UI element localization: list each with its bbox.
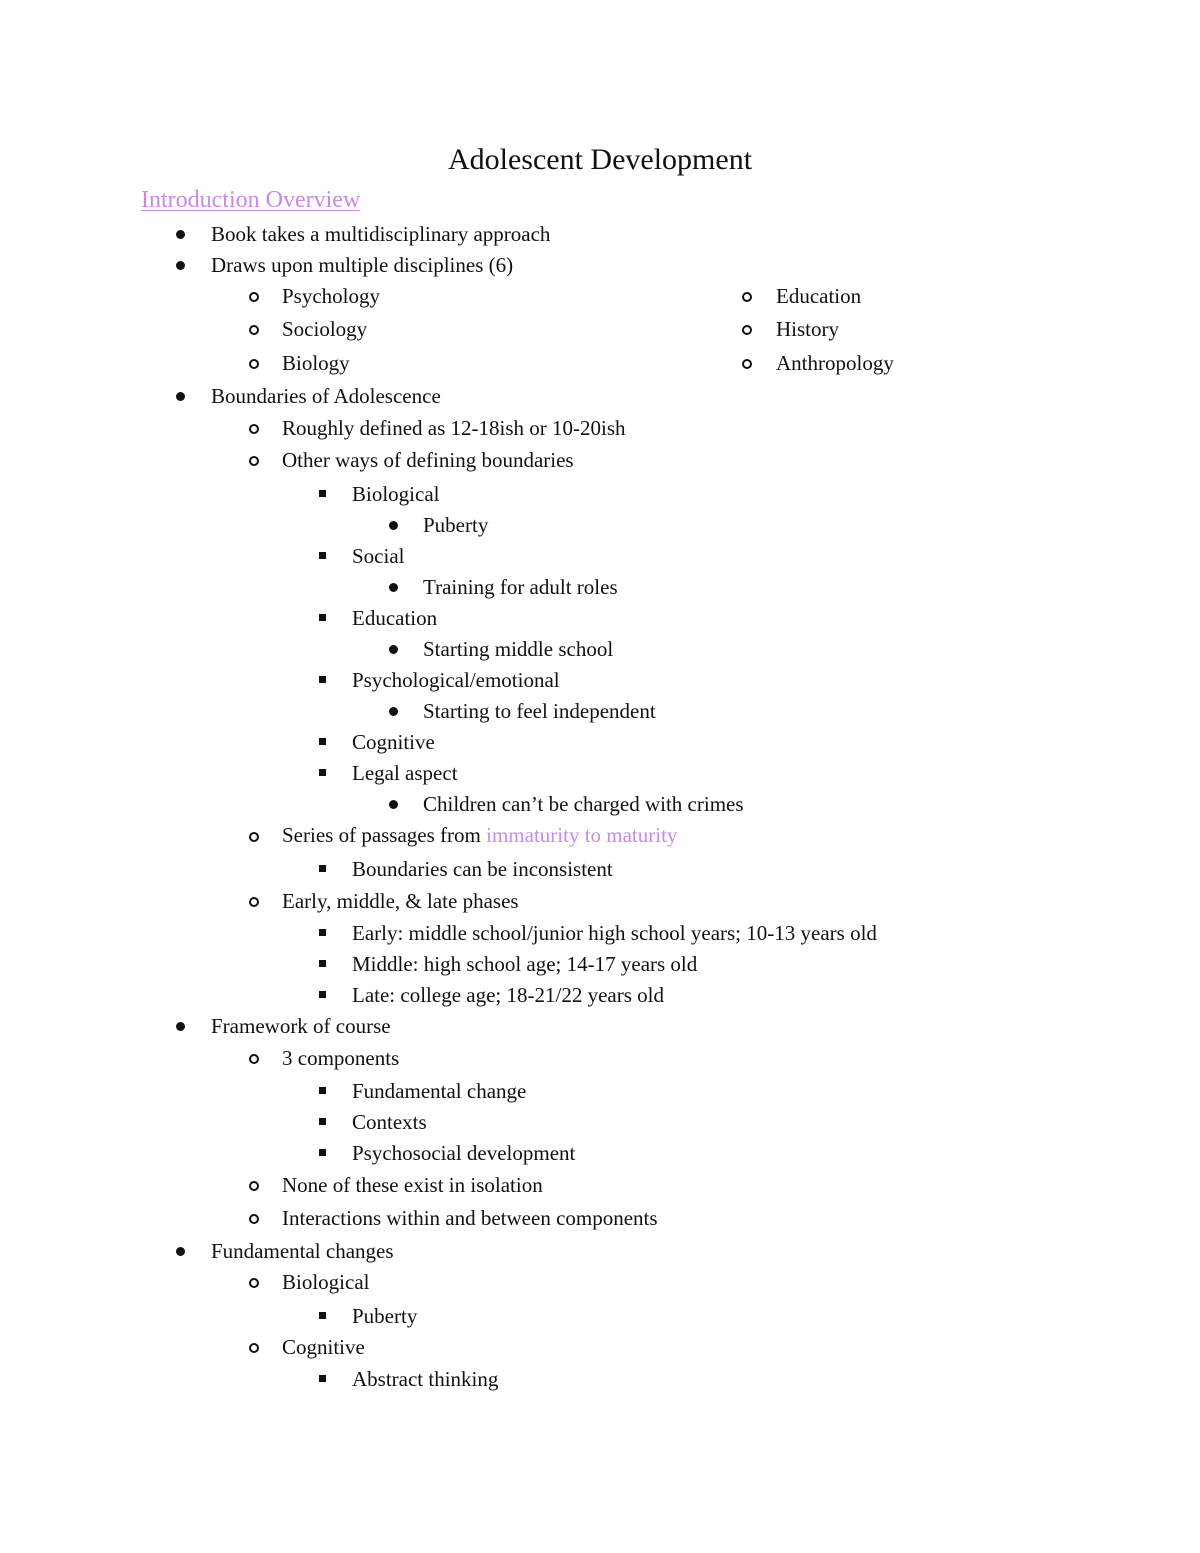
list-item: History: [776, 317, 839, 341]
bullet-circle: [742, 325, 752, 335]
bullet-disc: [389, 521, 398, 530]
bullet-square: [319, 1149, 326, 1156]
list-item: Children can’t be charged with crimes: [423, 792, 744, 816]
bullet-disc: [176, 261, 185, 270]
bullet-circle: [249, 325, 259, 335]
list-item: Anthropology: [776, 351, 894, 375]
list-item: Social: [352, 544, 405, 568]
bullet-square: [319, 1087, 326, 1094]
highlighted-text: immaturity to maturity: [486, 823, 678, 847]
list-item: Education: [352, 606, 438, 630]
list-item-text: Series of passages from: [282, 823, 487, 847]
section-heading: Introduction Overview: [141, 187, 361, 213]
bullet-square: [319, 490, 326, 497]
bullet-square: [319, 1375, 326, 1382]
bullet-circle: [249, 456, 259, 466]
bullet-square: [319, 614, 326, 621]
bullet-disc: [389, 707, 398, 716]
list-item: Middle: high school age; 14-17 years old: [352, 952, 698, 976]
list-item: Sociology: [282, 317, 368, 341]
list-item: Draws upon multiple disciplines (6): [211, 253, 514, 277]
list-item: Early: middle school/junior high school years; 10-13 years old: [352, 921, 877, 945]
list-item: Roughly defined as 12-18ish or 10-20ish: [282, 416, 626, 440]
list-item: Other ways of defining boundaries: [282, 448, 574, 472]
bullet-circle: [249, 897, 259, 907]
list-item: Puberty: [423, 513, 489, 537]
bullet-circle: [742, 292, 752, 302]
bullet-disc: [389, 583, 398, 592]
bullet-circle: [249, 424, 259, 434]
list-item: Education: [776, 284, 862, 308]
bullet-disc: [176, 1247, 185, 1256]
bullet-disc: [176, 1022, 185, 1031]
bullet-circle: [249, 1181, 259, 1191]
list-item: Cognitive: [352, 730, 435, 754]
bullet-square: [319, 676, 326, 683]
list-item: Training for adult roles: [423, 575, 618, 599]
list-item: Early, middle, & late phases: [282, 889, 519, 913]
list-item: Interactions within and between components: [282, 1206, 658, 1230]
bullet-circle: [742, 359, 752, 369]
bullet-square: [319, 769, 326, 776]
list-item: Starting to feel independent: [423, 699, 656, 723]
bullet-disc: [176, 230, 185, 239]
bullet-disc: [389, 645, 398, 654]
bullet-disc: [176, 392, 185, 401]
bullet-square: [319, 991, 326, 998]
bullet-square: [319, 1118, 326, 1125]
list-item: Contexts: [352, 1110, 427, 1134]
bullet-disc: [389, 800, 398, 809]
bullet-square: [319, 929, 326, 936]
list-item: Legal aspect: [352, 761, 458, 785]
list-item: Framework of course: [211, 1014, 391, 1038]
list-item: Psychosocial development: [352, 1141, 576, 1165]
list-item: Psychological/emotional: [352, 668, 560, 692]
list-item: Boundaries of Adolescence: [211, 384, 441, 408]
page-title: Adolescent Development: [447, 143, 753, 176]
bullet-circle: [249, 1278, 259, 1288]
list-item: Book takes a multidisciplinary approach: [211, 222, 551, 246]
list-item: None of these exist in isolation: [282, 1173, 543, 1197]
list-item: Fundamental change: [352, 1079, 527, 1103]
bullet-circle: [249, 832, 259, 842]
bullet-circle: [249, 1214, 259, 1224]
list-item: Cognitive: [282, 1335, 365, 1359]
bullet-square: [319, 552, 326, 559]
list-item: Psychology: [282, 284, 381, 308]
list-item: Biological: [282, 1270, 370, 1294]
list-item: Boundaries can be inconsistent: [352, 857, 613, 881]
list-item: Biology: [282, 351, 350, 375]
bullet-square: [319, 1312, 326, 1319]
list-item: Biological: [352, 482, 440, 506]
list-item: Starting middle school: [423, 637, 614, 661]
list-item: Fundamental changes: [211, 1239, 394, 1263]
list-item: [282, 820, 677, 850]
list-item: 3 components: [282, 1046, 400, 1070]
bullet-circle: [249, 1343, 259, 1353]
bullet-square: [319, 865, 326, 872]
list-item: Abstract thinking: [352, 1367, 499, 1391]
list-item: Late: college age; 18-21/22 years old: [352, 983, 664, 1007]
bullet-square: [319, 960, 326, 967]
bullet-circle: [249, 292, 259, 302]
bullet-circle: [249, 1054, 259, 1064]
list-item: Puberty: [352, 1304, 418, 1328]
bullet-square: [319, 738, 326, 745]
bullet-circle: [249, 359, 259, 369]
